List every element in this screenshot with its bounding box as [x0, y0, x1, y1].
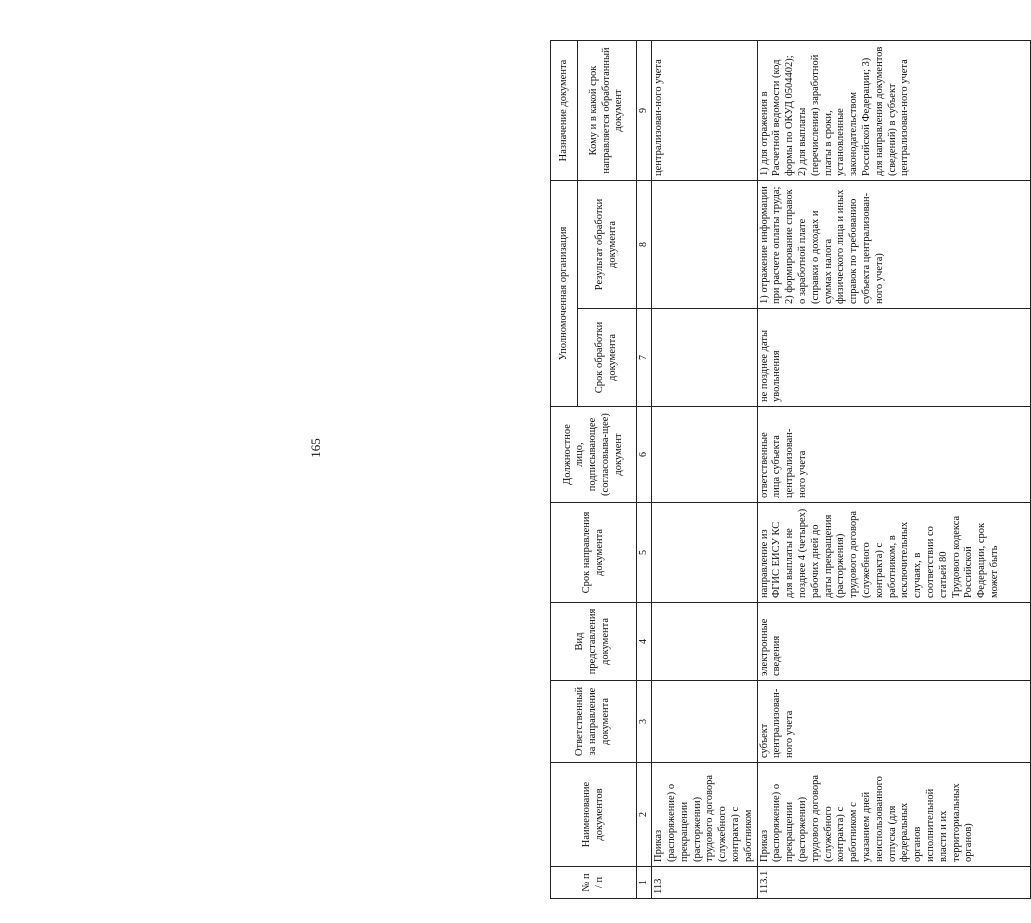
row-signer: ответственные лица субъекта централизован-ного учета	[757, 407, 1030, 503]
page-number: 165	[308, 438, 323, 458]
row-signer	[652, 407, 757, 503]
table-row	[652, 41, 757, 899]
column-number: 6	[637, 407, 652, 503]
row-responsible	[652, 681, 757, 763]
row-processing-term: не позднее даты увольнения	[757, 309, 1030, 407]
header-processing-result: Результат обработки документа	[578, 181, 637, 309]
table-row	[757, 41, 1030, 899]
header-responsible: Ответственный за направление документа	[551, 681, 637, 763]
row-destination: централизован-ного учета	[652, 41, 757, 181]
header-destination: Назначение документа	[551, 41, 578, 181]
row-name: Приказ (распоряжение) о прекращении (расторжении) трудового договора (служебного контракта) с работником с указанием дней неиспользованного отпуска (для федеральных органов исполнительной власти и их территориальных органов)	[757, 763, 1030, 867]
row-form	[652, 603, 757, 681]
column-number: 5	[637, 503, 652, 603]
row-processing-term	[652, 309, 757, 407]
row-processing-result: 1) отражение информации при расчете оплаты труда; 2) формирование справок о заработной плате (справки о доходах и суммах налога физического лица и иных справок по требованию субъекта централизован-ного учета)	[757, 181, 1030, 309]
column-number-row	[637, 41, 652, 899]
column-number: 4	[637, 603, 652, 681]
header-authorized-org: Уполномоченная организация	[551, 181, 578, 407]
column-number: 2	[637, 763, 652, 867]
row-term: направление из ФГИС ЕИСУ КС для выплаты не позднее 4 (четырех) рабочих дней до даты прекращения (расторжения) трудового договора (служебного контракта) с работником, в исключительных случаях, в соответствии со статьей 80 Трудового кодекса Российской Федерации, срок может быть	[757, 503, 1030, 603]
column-number: 3	[637, 681, 652, 763]
row-num: 113.1	[757, 867, 1030, 899]
row-destination: 1) для отражения в Расчетной ведомости (код формы по ОКУД 0504402); 2) для выплаты (перечисления) заработной платы в сроки, установленные законодательством Российской Федерации; 3) для направления документов (сведений) в субъект централизован-ного учета	[757, 41, 1030, 181]
row-num: 113	[652, 867, 757, 899]
header-term: Срок направления документа	[551, 503, 637, 603]
document-table	[550, 40, 1031, 899]
row-processing-result	[652, 181, 757, 309]
header-num: № п / п	[551, 867, 637, 899]
column-number: 7	[637, 309, 652, 407]
row-name: Приказ (распоряжение) о прекращении (расторжении) трудового договора (служебного контракта) с работником	[652, 763, 757, 867]
row-term	[652, 503, 757, 603]
row-responsible: субъект централизован-ного учета	[757, 681, 1030, 763]
column-number: 1	[637, 867, 652, 899]
row-form: электронные сведения	[757, 603, 1030, 681]
header-name: Наименование документов	[551, 763, 637, 867]
column-number: 9	[637, 41, 652, 181]
header-destination-sub: Кому и в какой срок направляется обработанный документ	[578, 41, 637, 181]
header-processing-term: Срок обработки документа	[578, 309, 637, 407]
header-form: Вид представления документа	[551, 603, 637, 681]
column-number: 8	[637, 181, 652, 309]
header-signer: Должностное лицо, подписывающее (согласовыва-щее) документ	[551, 407, 637, 503]
rotated-table-container	[550, 41, 1000, 899]
